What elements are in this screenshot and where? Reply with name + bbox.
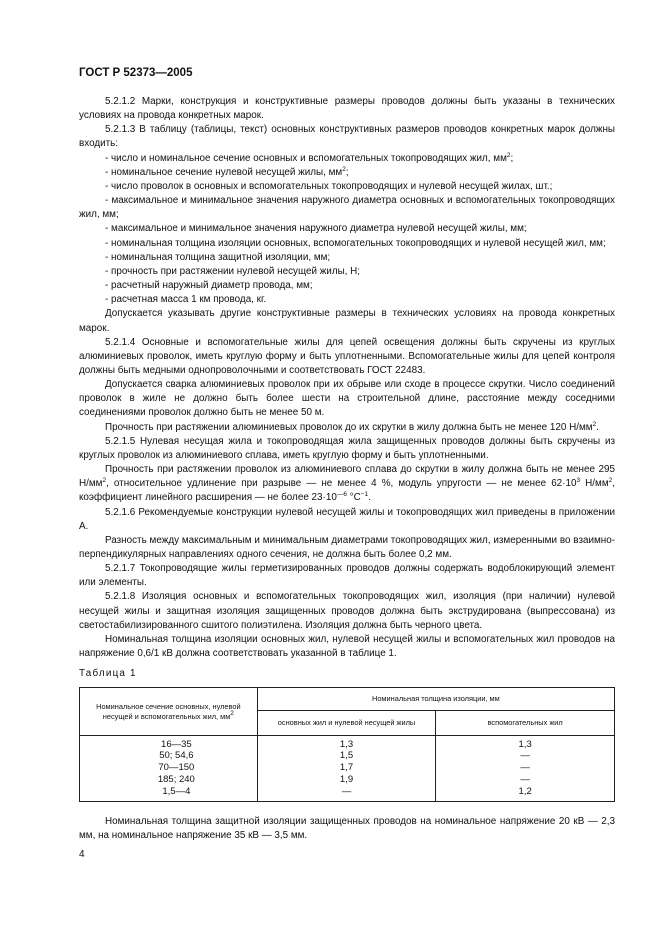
paragraph-5-2-1-6: 5.2.1.6 Рекомендуемые конструкции нулевой несущей жилы и токопроводящих жил приведены в приложении А. (79, 506, 615, 532)
table-row: 185; 240 1,9 — (80, 774, 615, 786)
paragraph-5-2-1-4: 5.2.1.4 Основные и вспомогательные жилы для цепей освещения должны быть скручены из круглых алюминиевых проволок, иметь круглую форму и быть уплотненными. Вспомогательные жилы для цепей контроля должны быть медными однопроволочными и соответствовать ГОСТ 22483. (79, 336, 615, 376)
table-row: 50; 54,6 1,5 — (80, 750, 615, 762)
list-item: - максимальное и минимальное значения наружного диаметра основных и вспомогательных токопроводящих жил, мм; (79, 195, 615, 221)
list-item: - расчетный наружный диаметр провода, мм; (105, 280, 313, 292)
paragraph: Прочность при растяжении проволок из алюминиевого сплава до скрутки в жилу должна быть не менее 295 $Н/мм^2$, относительное удлинение при разрыве — не менее 4 %, модуль упругости — не менее $62\cdot 10^3$ $Н/мм^2$, коэффициент линейного расширения — не более $23\cdot 10^{—6}$ $^\circ С^{-1}$. (79, 464, 615, 504)
table-caption: Таблица 1 (79, 668, 137, 679)
table-header-main: основных жил и нулевой несущей жилы (257, 711, 436, 736)
insulation-table (79, 687, 615, 802)
list-item: - номинальная толщина изоляции основных, вспомогательных токопроводящих и нулевой несущей жил, мм; (105, 237, 606, 249)
paragraph-after-table: Номинальная толщина защитной изоляции защищенных проводов на номинальное напряжение 20 кВ — 2,3 мм, на номинальное напряжение 35 кВ — 3,5 мм. (79, 816, 615, 842)
paragraph-5-2-1-3: 5.2.1.3 В таблицу (таблицы, текст) основных конструктивных размеров проводов конкретных марок должны входить: (79, 124, 615, 150)
list-item: - номинальная толщина защитной изоляции, мм; (105, 251, 331, 263)
table-header-section: Номинальное сечение основных, нулевой несущей и вспомогательных жил, $мм^2$ (80, 688, 258, 736)
table-row: 70—150 1,7 — (80, 762, 615, 774)
paragraph: Допускается указывать другие конструктивные размеры в технических условиях на провода конкретных марок. (79, 308, 615, 334)
paragraph: Допускается сварка алюминиевых проволок при их обрыве или сходе в процессе скрутки. Число соединений проволок в жиле не должно быть более шести на строительной длине, расстояние между соседними соединениями проволок должно быть не менее 50 м. (79, 379, 615, 419)
table-header-aux: вспомогательных жил (436, 711, 615, 736)
document-header: ГОСТ Р 52373—2005 (79, 67, 193, 79)
table-row: 16—35 1,3 1,3 (80, 739, 615, 751)
table-row: 1,5—4 — 1,2 (80, 786, 615, 802)
paragraph: Разность между максимальным и минимальным диаметрами токопроводящих жил, измеренными во взаимно-перпендикулярных направлениях одного сечения, не должна быть более 0,2 мм. (79, 534, 615, 560)
paragraph-5-2-1-2: 5.2.1.2 Марки, конструкция и конструктивные размеры проводов должны быть указаны в технических условиях на провода конкретных марок. (79, 96, 615, 122)
list-item: - максимальное и минимальное значения наружного диаметра нулевой несущей жилы, мм; (105, 223, 527, 235)
paragraph: Номинальная толщина изоляции основных жил, нулевой несущей жилы и вспомогательных жил проводов на напряжение 0,6/1 кВ должна соответствовать указанной в таблице 1. (79, 633, 615, 660)
list-item: - число и номинальное сечение основных и вспомогательных токопроводящих жил, $мм^2$; (105, 151, 514, 164)
paragraph-5-2-1-8: 5.2.1.8 Изоляция основных и вспомогательных токопроводящих жил, изоляция (при наличии) нулевой несущей жилы и защитная изоляция защищенных проводов должна быть экструдирована (выпрессована) из светостабилизированного сшитого полиэтилена. Изоляция должна быть черного цвета. (79, 591, 615, 631)
document-body (79, 95, 615, 661)
page-number: 4 (79, 849, 85, 860)
list-item: - номинальное сечение нулевой несущей жилы, $мм^2$; (105, 165, 349, 178)
paragraph-5-2-1-5: 5.2.1.5 Нулевая несущая жила и токопроводящая жила защищенных проводов должны быть скручены из круглых проволок из алюминиевого сплава, иметь круглую форму и быть уплотненными. (79, 435, 615, 461)
paragraph-5-2-1-7: 5.2.1.7 Токопроводящие жилы герметизированных проводов должны содержать водоблокирующий элемент или элементы. (79, 563, 615, 589)
list-item: - прочность при растяжении нулевой несущей жилы, Н; (105, 265, 361, 277)
list-item: - расчетная масса 1 км провода, кг. (105, 294, 267, 306)
paragraph: Прочность при растяжении алюминиевых проволок до их скрутки в жилу должна быть не менее 120 $Н/мм^2$. (105, 420, 599, 433)
table-header-group: Номинальная толщина изоляции, мм (257, 688, 614, 711)
list-item: - число проволок в основных и вспомогательных токопроводящих и нулевой несущей жилах, шт.; (105, 180, 553, 192)
